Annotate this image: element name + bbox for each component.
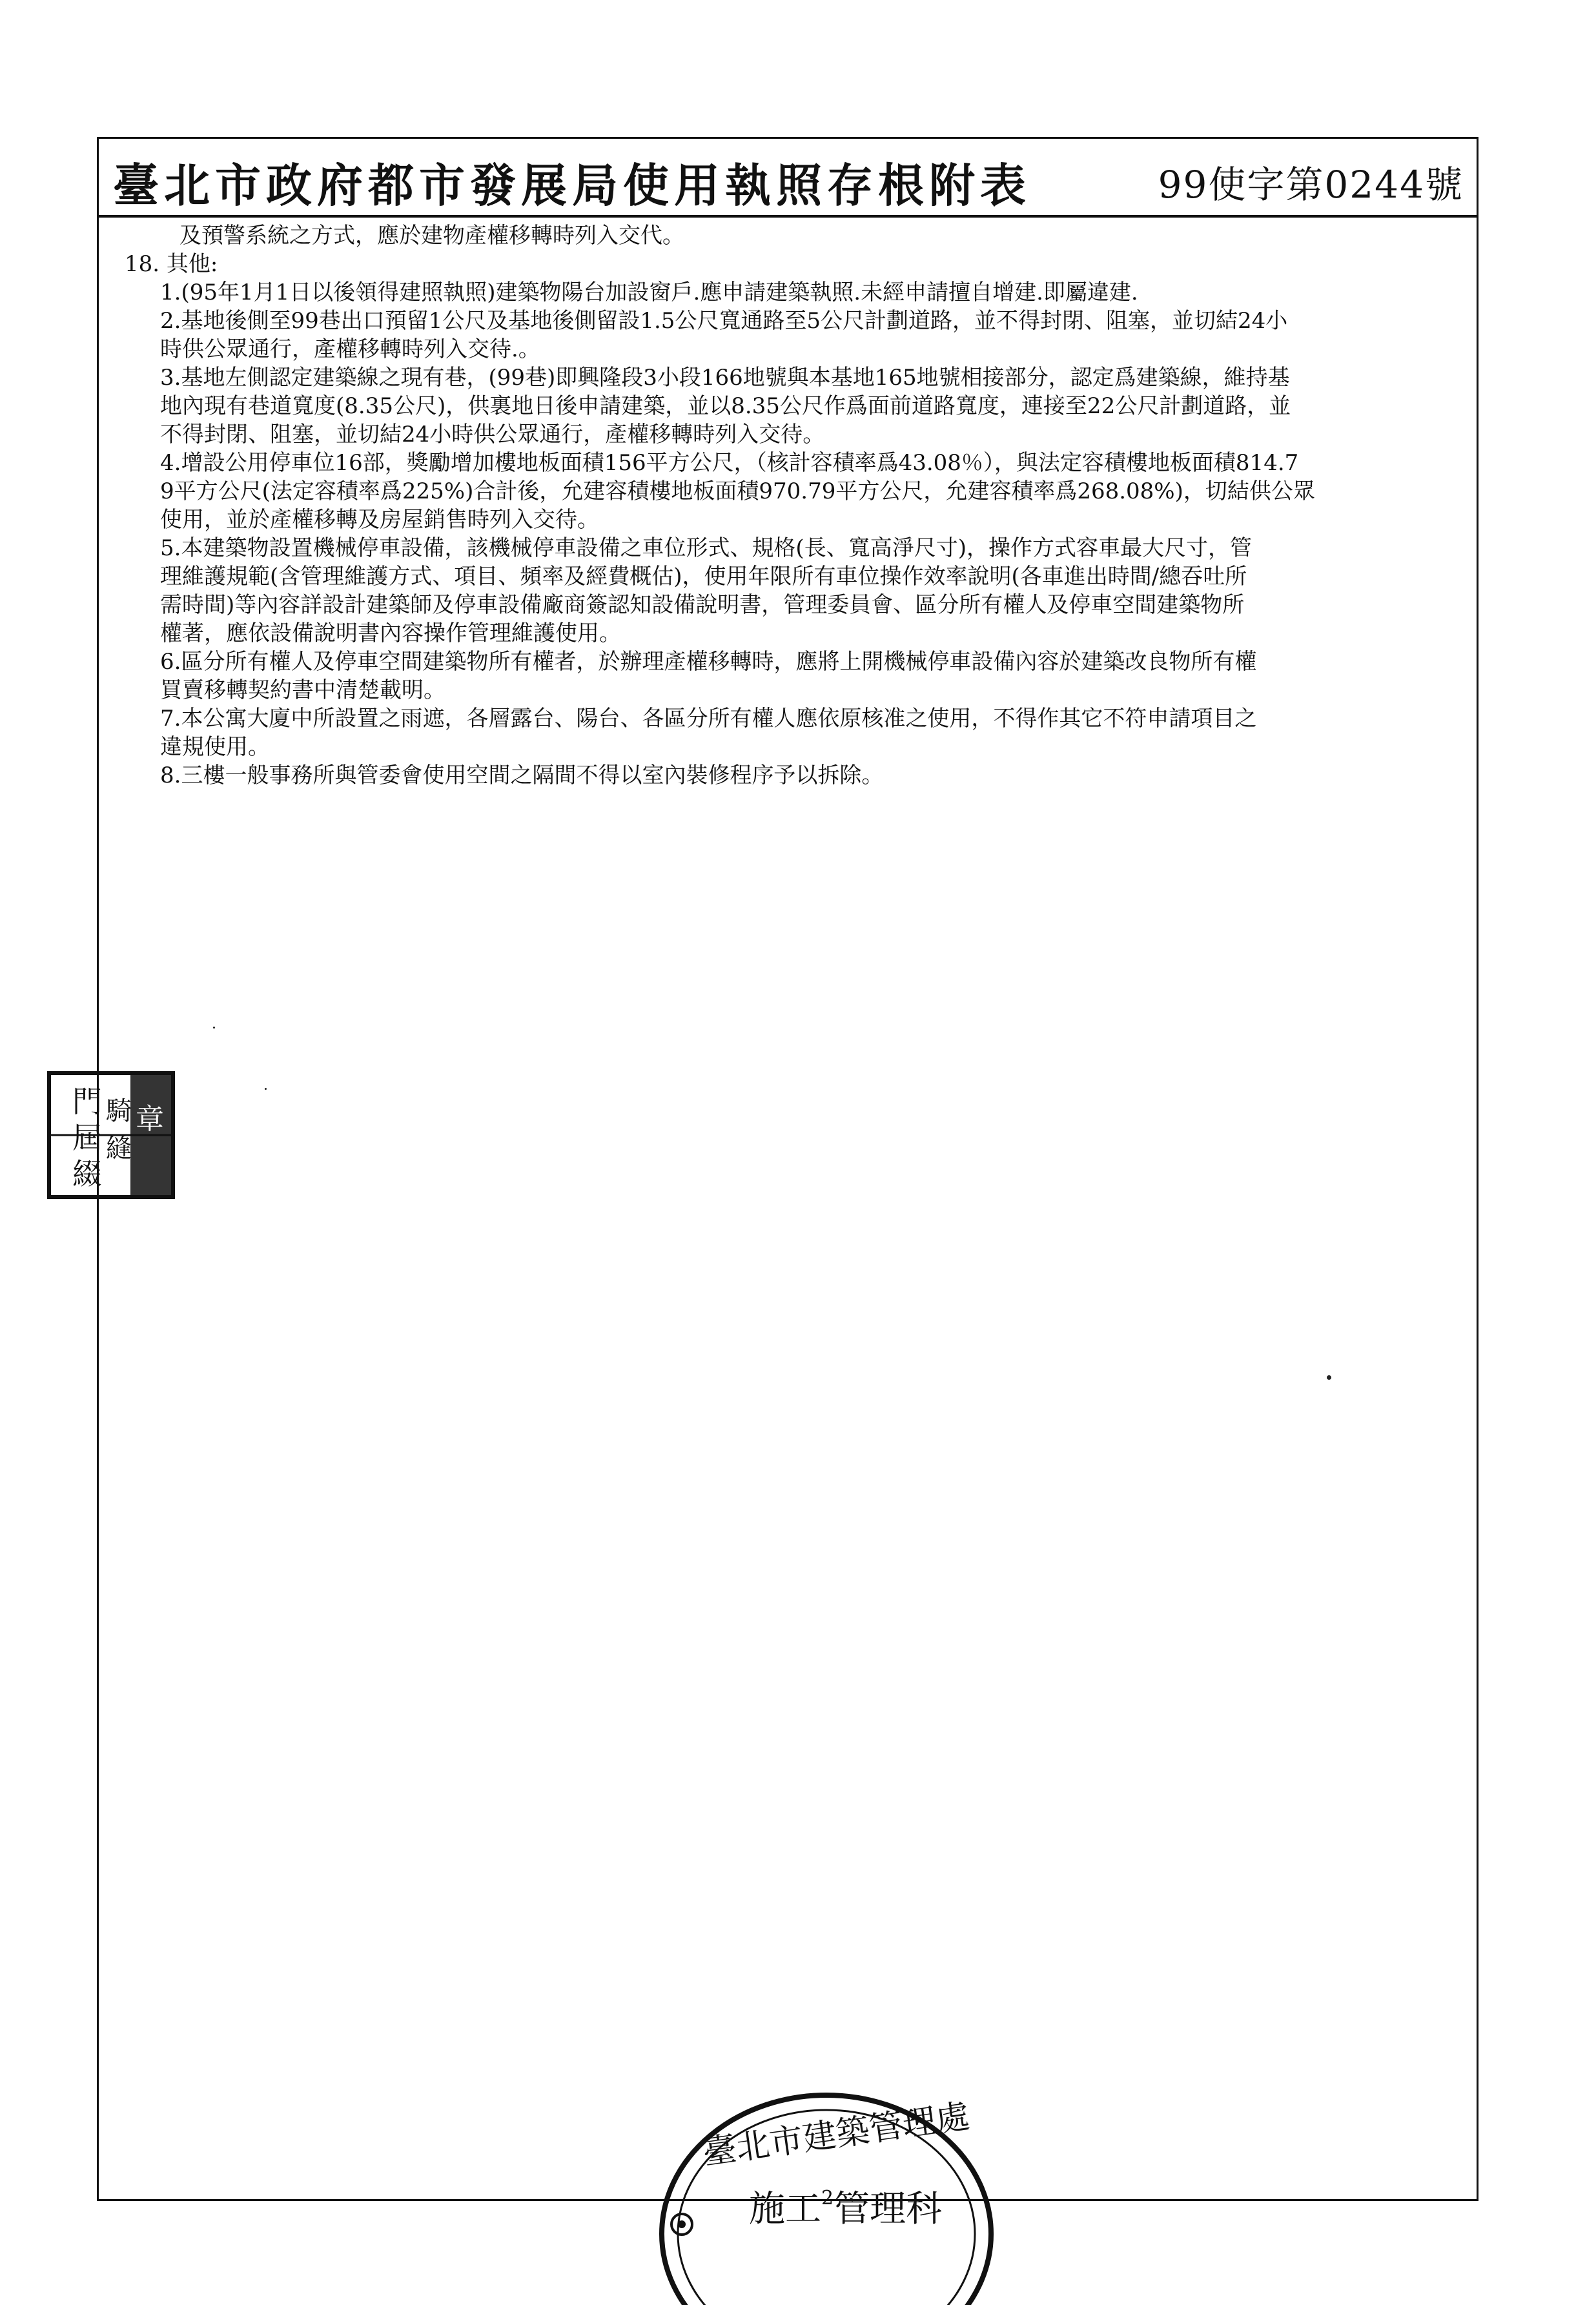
body-line: 理維護規範(含管理維護方式、項目、頻率及經費概估)，使用年限所有車位操作效率說明(各車進出時間/總吞吐所 [160, 564, 1247, 589]
body-line: 及預警系統之方式，應於建物產權移轉時列入交代。 [179, 223, 684, 249]
body-line: 需時間)等內容詳設計建築師及停車設備廠商簽認知設備說明書，管理委員會、區分所有權人及停車空間建築物所 [160, 592, 1245, 618]
body-line: 8.三樓一般事務所與管委會使用空間之隔間不得以室內裝修程序予以拆除。 [160, 763, 884, 788]
body-line: 7.本公寓大廈中所設置之雨遮，各層露台、陽台、各區分所有權人應依原核准之使用，不得作其它不符申請項目之 [160, 706, 1257, 732]
body-line: 使用，並於產權移轉及房屋銷售時列入交待。 [160, 507, 599, 533]
body-line: 4.增設公用停車位16部，獎勵增加樓地板面積156平方公尺，（核計容積率爲43.08％），與法定容積樓地板面積814.7 [160, 450, 1299, 476]
seam-stamp-icon [46, 1071, 176, 1200]
body-line: 2.基地後側至99巷出口預留1公尺及基地後側留設1.5公尺寬通路至5公尺計劃道路，並不得封閉、阻塞，並切結24小 [160, 308, 1288, 334]
body-line: 不得封閉、阻塞，並切結24小時供公眾通行，產權移轉時列入交待。 [160, 422, 825, 447]
scan-speck [1327, 1375, 1331, 1380]
svg-text:綴: 綴 [72, 1156, 102, 1191]
body-line: 5.本建築物設置機械停車設備，該機械停車設備之車位形式、規格(長、寬高淨尺寸)，操作方式容車最大尺寸，管 [160, 535, 1252, 561]
body-line: 3.基地左側認定建築線之現有巷，(99巷)即興隆段3小段166地號與本基地165地號相接部分，認定爲建築線，維持基 [160, 365, 1290, 391]
scan-speck [265, 1088, 267, 1090]
document-frame [97, 137, 1478, 2201]
body-line: 9平方公尺(法定容積率爲225%)合計後，允建容積樓地板面積970.79平方公尺，允建容積率爲268.08%)，切結供公眾 [160, 478, 1315, 504]
body-line: 1.(95年1月1日以後領得建照執照)建築物陽台加設窗戶.應申請建築執照.未經申請擅自增建.即屬違建. [160, 280, 1138, 305]
body-line: 權著，應依設備說明書內容操作管理維護使用。 [160, 620, 621, 646]
svg-text:施工2管理科: 施工$^2$管理科 [749, 2187, 943, 2230]
svg-text:臺北市建築管理處: 臺北市建築管理處 [701, 2096, 972, 2173]
svg-text:屆: 屆 [72, 1120, 102, 1155]
header-row [99, 139, 1477, 218]
svg-text:門: 門 [72, 1084, 102, 1119]
svg-text:騎: 騎 [106, 1096, 132, 1126]
document-body [125, 221, 1468, 790]
body-line: 買賣移轉契約書中清楚載明。 [160, 677, 445, 703]
body-line: 6.區分所有權人及停車空間建築物所有權者，於辦理產權移轉時，應將上開機械停車設備內容於建築改良物所有權 [160, 649, 1257, 675]
document-number: 99使字第0244號 [1158, 163, 1464, 207]
svg-text:章: 章 [136, 1103, 164, 1136]
official-seal-icon [646, 2073, 1007, 2305]
page-title: 臺北市政府都市發展局使用執照存根附表 [113, 158, 1032, 212]
body-line: 時供公眾通行，產權移轉時列入交待.。 [160, 336, 540, 362]
scan-speck [213, 1027, 215, 1029]
body-line: 地內現有巷道寬度(8.35公尺)，供裏地日後申請建築，並以8.35公尺作爲面前道路寬度，連接至22公尺計劃道路，並 [160, 393, 1291, 419]
section-heading: 18. 其他: [125, 251, 218, 277]
body-line: 違規使用。 [160, 734, 270, 760]
svg-text:縫: 縫 [106, 1134, 132, 1163]
